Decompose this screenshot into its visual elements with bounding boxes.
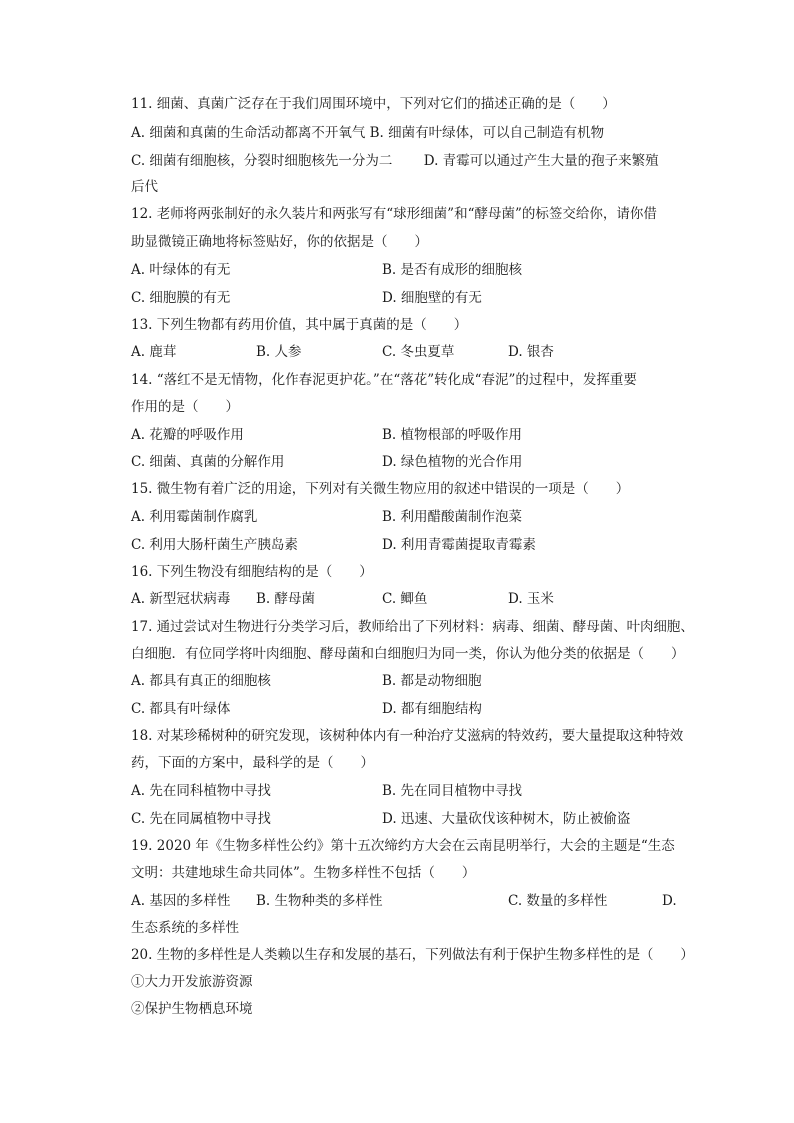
question-20-item-2: ②保护生物栖息环境 (131, 1001, 253, 1017)
question-17-option-c: C. 都具有叶绿体 (131, 701, 231, 717)
question-16-stem: 16. 下列生物没有细胞结构的是（ ） (131, 564, 373, 580)
question-13-option-b: B. 人参 (256, 344, 302, 360)
question-12-option-c: C. 细胞膜的有无 (131, 290, 231, 306)
question-12-option-d: D. 细胞壁的有无 (382, 290, 482, 306)
question-18-stem-line2: 药，下面的方案中，最科学的是（ ） (131, 755, 374, 771)
question-16-option-a: A. 新型冠状病毒 (131, 591, 231, 607)
question-18-option-b: B. 先在同目植物中寻找 (382, 783, 523, 799)
question-15-option-a: A. 利用霉菌制作腐乳 (131, 509, 258, 525)
question-14-stem-line2: 作用的是（ ） (131, 399, 239, 415)
question-17-stem-line2: 白细胞．有位同学将叶肉细胞、酵母菌和白细胞归为同一类，你认为他分类的依据是（ ） (131, 646, 685, 662)
question-16-option-c: C. 鲫鱼 (382, 591, 428, 607)
question-19-option-a: A. 基因的多样性 (131, 893, 231, 909)
question-18-option-d: D. 迅速、大量砍伐该种树木，防止被偷盗 (382, 811, 631, 827)
question-17-stem-line1: 17. 通过尝试对生物进行分类学习后，教师给出了下列材料：病毒、细菌、酵母菌、叶肉细胞、 (131, 619, 694, 635)
question-19-option-b: B. 生物种类的多样性 (256, 893, 383, 909)
question-15-stem: 15. 微生物有着广泛的用途，下列对有关微生物应用的叙述中错误的一项是（ ） (131, 481, 630, 497)
question-14-option-a: A. 花瓣的呼吸作用 (131, 427, 244, 443)
question-16-option-d: D. 玉米 (508, 591, 554, 607)
question-18-stem-line1: 18. 对某珍稀树种的研究发现，该树种体内有一种治疗艾滋病的特效药，要大量提取这种特效 (131, 728, 684, 744)
question-12-stem-line2: 助显微镜正确地将标签贴好，你的依据是（ ） (131, 234, 428, 250)
question-17-option-a: A. 都具有真正的细胞核 (131, 673, 271, 689)
question-19-option-d: D. (662, 893, 677, 909)
question-20-stem: 20. 生物的多样性是人类赖以生存和发展的基石，下列做法有利于保护生物多样性的是（ ） (131, 947, 694, 963)
question-11-options-ab: A. 细菌和真菌的生命活动都离不开氧气 B. 细菌有叶绿体，可以自己制造有机物 (131, 125, 605, 141)
question-15-option-d: D. 利用青霉菌提取青霉素 (382, 537, 536, 553)
question-17-option-d: D. 都有细胞结构 (382, 701, 482, 717)
question-19-option-d-cont: 生态系统的多样性 (131, 920, 239, 936)
question-19-stem-line1: 19. 2020 年《生物多样性公约》第十五次缔约方大会在云南昆明举行，大会的主题是“生态 (131, 838, 675, 854)
question-15-option-b: B. 利用醋酸菌制作泡菜 (382, 509, 523, 525)
question-18-option-a: A. 先在同科植物中寻找 (131, 783, 271, 799)
question-17-option-b: B. 都是动物细胞 (382, 673, 482, 689)
question-12-option-a: A. 叶绿体的有无 (131, 262, 231, 278)
question-12-option-b: B. 是否有成形的细胞核 (382, 262, 523, 278)
question-13-option-c: C. 冬虫夏草 (382, 344, 455, 360)
question-18-option-c: C. 先在同属植物中寻找 (131, 811, 271, 827)
question-19-option-c: C. 数量的多样性 (508, 893, 608, 909)
question-13-option-d: D. 银杏 (508, 344, 554, 360)
question-13-option-a: A. 鹿茸 (131, 344, 177, 360)
question-14-stem-line1: 14. “落红不是无情物，化作春泥更护花。”在“落花”转化成“春泥”的过程中，发挥重要 (131, 372, 637, 388)
question-11-stem: 11. 细菌、真菌广泛存在于我们周围环境中，下列对它们的描述正确的是（ ） (131, 96, 616, 112)
question-14-option-d: D. 绿色植物的光合作用 (382, 454, 523, 470)
question-19-stem-line2: 文明：共建地球生命共同体”。生物多样性不包括（ ） (131, 865, 476, 881)
question-14-option-c: C. 细菌、真菌的分解作用 (131, 454, 285, 470)
question-11-options-cd: C. 细菌有细胞核，分裂时细胞核先一分为二 D. 青霉可以通过产生大量的孢子来繁殖 (131, 153, 659, 169)
question-12-stem-line1: 12. 老师将两张制好的永久装片和两张写有“球形细菌”和“酵母菌”的标签交给你，请你借 (131, 206, 657, 222)
question-14-option-b: B. 植物根部的呼吸作用 (382, 427, 523, 443)
question-11-option-d-cont: 后代 (131, 179, 158, 195)
question-13-stem: 13. 下列生物都有药用价值，其中属于真菌的是（ ） (131, 317, 468, 333)
question-20-item-1: ①大力开发旅游资源 (131, 974, 253, 990)
question-15-option-c: C. 利用大肠杆菌生产胰岛素 (131, 537, 298, 553)
question-16-option-b: B. 酵母菌 (256, 591, 316, 607)
